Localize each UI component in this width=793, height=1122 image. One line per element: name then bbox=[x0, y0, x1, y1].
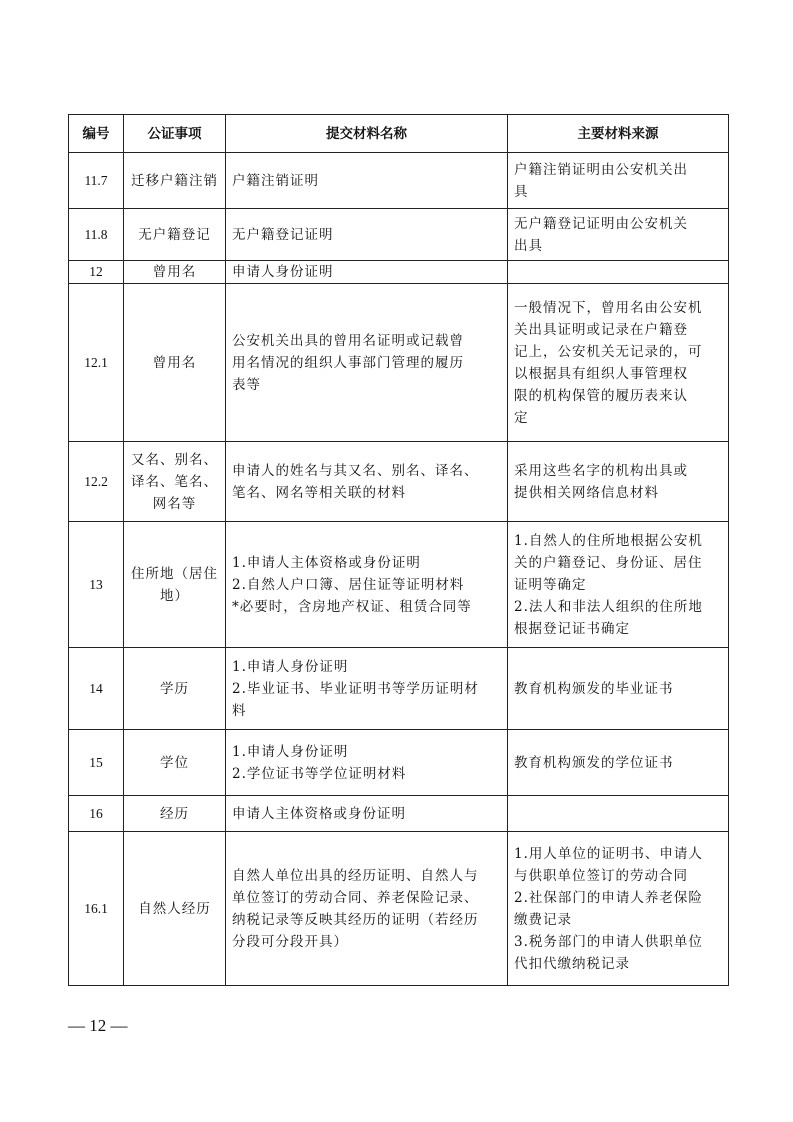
cell-materials bbox=[226, 209, 508, 261]
cell-source-line: 一般情况下，曾用名由公安机 bbox=[514, 299, 703, 316]
notarization-materials-table bbox=[68, 114, 729, 986]
cell-no: 12.2 bbox=[69, 442, 124, 522]
cell-source-line: 出具 bbox=[514, 237, 543, 254]
header-item: 公证事项 bbox=[124, 115, 226, 153]
cell-source bbox=[508, 153, 729, 209]
cell-source bbox=[508, 261, 729, 284]
table-row bbox=[69, 261, 729, 284]
cell-no: 11.7 bbox=[69, 153, 124, 209]
cell-materials-line: 申请人主体资格或身份证明 bbox=[232, 805, 406, 822]
cell-source bbox=[508, 442, 729, 522]
cell-source-line: 3.税务部门的申请人供职单位 bbox=[514, 933, 703, 950]
cell-source-line: 教育机构颁发的学位证书 bbox=[514, 754, 674, 771]
cell-no: 16 bbox=[69, 796, 124, 832]
cell-source-line: 关的户籍登记、身份证、居住 bbox=[514, 554, 703, 571]
cell-materials-line: *必要时，含房地产权证、租赁合同等 bbox=[232, 598, 472, 615]
cell-materials bbox=[226, 648, 508, 730]
cell-source-line: 记上，公安机关无记录的，可 bbox=[514, 343, 703, 360]
cell-item-line: 无户籍登记 bbox=[138, 226, 211, 243]
cell-materials-line: 公安机关出具的曾用名证明或记载曾 bbox=[232, 332, 464, 349]
table-row bbox=[69, 442, 729, 522]
cell-item bbox=[124, 442, 226, 522]
cell-materials bbox=[226, 730, 508, 796]
cell-materials-line: 1.申请人身份证明 bbox=[232, 658, 349, 675]
cell-source-line: 无户籍登记证明由公安机关 bbox=[514, 215, 688, 232]
cell-source bbox=[508, 522, 729, 648]
cell-item-line: 住所地（居住 bbox=[131, 565, 218, 582]
cell-materials bbox=[226, 796, 508, 832]
cell-source bbox=[508, 284, 729, 442]
cell-no: 16.1 bbox=[69, 832, 124, 986]
cell-source-line: 以根据具有组织人事管理权 bbox=[514, 365, 688, 382]
cell-source bbox=[508, 832, 729, 986]
cell-materials-line: 1.申请人主体资格或身份证明 bbox=[232, 554, 421, 571]
cell-source-line: 户籍注销证明由公安机关出 bbox=[514, 161, 688, 178]
header-materials: 提交材料名称 bbox=[226, 115, 508, 153]
cell-item-line: 网名等 bbox=[152, 495, 197, 512]
cell-source bbox=[508, 730, 729, 796]
cell-item-line: 学历 bbox=[160, 680, 189, 697]
cell-item-line: 地） bbox=[160, 587, 189, 604]
cell-materials-line: 分段可分段开具） bbox=[232, 933, 348, 950]
cell-materials-line: 纳税记录等反映其经历的证明（若经历 bbox=[232, 911, 479, 928]
cell-materials bbox=[226, 261, 508, 284]
header-source: 主要材料来源 bbox=[508, 115, 729, 153]
cell-materials-line: 自然人单位出具的经历证明、自然人与 bbox=[232, 867, 479, 884]
cell-item bbox=[124, 796, 226, 832]
table-row bbox=[69, 832, 729, 986]
cell-item-line: 学位 bbox=[160, 754, 189, 771]
table-row bbox=[69, 209, 729, 261]
cell-item bbox=[124, 648, 226, 730]
cell-source-line: 2.法人和非法人组织的住所地 bbox=[514, 598, 703, 615]
cell-materials-line: 2.自然人户口簿、居住证等证明材料 bbox=[232, 576, 465, 593]
page-number: — 12 — bbox=[68, 1016, 128, 1035]
cell-item bbox=[124, 209, 226, 261]
cell-materials-line: 2.毕业证书、毕业证明书等学历证明材 bbox=[232, 680, 479, 697]
cell-materials-line: 笔名、网名等相关联的材料 bbox=[232, 484, 406, 501]
cell-no: 12 bbox=[69, 261, 124, 284]
cell-materials-line: 户籍注销证明 bbox=[232, 172, 319, 189]
cell-source-line: 根据登记证书确定 bbox=[514, 620, 630, 637]
cell-materials bbox=[226, 522, 508, 648]
cell-no: 13 bbox=[69, 522, 124, 648]
cell-source-line: 2.社保部门的申请人养老保险 bbox=[514, 889, 703, 906]
cell-item bbox=[124, 153, 226, 209]
table-row bbox=[69, 648, 729, 730]
cell-materials bbox=[226, 442, 508, 522]
cell-no: 11.8 bbox=[69, 209, 124, 261]
cell-item-line: 译名、笔名、 bbox=[131, 473, 218, 490]
table-row bbox=[69, 522, 729, 648]
cell-materials bbox=[226, 153, 508, 209]
cell-item bbox=[124, 522, 226, 648]
header-no: 编号 bbox=[69, 115, 124, 153]
cell-item bbox=[124, 832, 226, 986]
table-row bbox=[69, 153, 729, 209]
cell-no: 12.1 bbox=[69, 284, 124, 442]
cell-materials-line: 无户籍登记证明 bbox=[232, 226, 334, 243]
table-row bbox=[69, 284, 729, 442]
cell-item-line: 曾用名 bbox=[152, 354, 197, 371]
cell-item bbox=[124, 730, 226, 796]
cell-materials-line: 申请人身份证明 bbox=[232, 264, 334, 280]
cell-materials-line: 1.申请人身份证明 bbox=[232, 743, 349, 760]
cell-source-line: 关出具证明或记录在户籍登 bbox=[514, 321, 688, 338]
cell-source-line: 提供相关网络信息材料 bbox=[514, 484, 659, 501]
cell-source-line: 与供职单位签订的劳动合同 bbox=[514, 867, 688, 884]
cell-source-line: 定 bbox=[514, 409, 529, 426]
table-row bbox=[69, 796, 729, 832]
cell-materials-line: 料 bbox=[232, 702, 247, 719]
cell-source-line: 限的机构保管的履历表来认 bbox=[514, 387, 688, 404]
cell-item-line: 经历 bbox=[160, 805, 189, 822]
cell-source-line: 教育机构颁发的毕业证书 bbox=[514, 680, 674, 697]
cell-materials-line: 2.学位证书等学位证明材料 bbox=[232, 765, 407, 782]
cell-materials-line: 申请人的姓名与其又名、别名、译名、 bbox=[232, 462, 479, 479]
cell-materials-line: 表等 bbox=[232, 376, 261, 393]
cell-item bbox=[124, 261, 226, 284]
table-header-row bbox=[69, 115, 729, 153]
cell-source bbox=[508, 209, 729, 261]
cell-source-line: 证明等确定 bbox=[514, 576, 587, 593]
cell-item-line: 自然人经历 bbox=[138, 900, 211, 917]
cell-item-line: 又名、别名、 bbox=[131, 451, 218, 468]
cell-source-line: 1.用人单位的证明书、申请人 bbox=[514, 845, 703, 862]
cell-materials bbox=[226, 284, 508, 442]
cell-source-line: 采用这些名字的机构出具或 bbox=[514, 462, 688, 479]
cell-source bbox=[508, 796, 729, 832]
cell-source bbox=[508, 648, 729, 730]
table-row bbox=[69, 730, 729, 796]
cell-source-line: 缴费记录 bbox=[514, 911, 572, 928]
cell-materials-line: 用名情况的组织人事部门管理的履历 bbox=[232, 354, 464, 371]
cell-source-line: 具 bbox=[514, 183, 529, 200]
cell-item-line: 迁移户籍注销 bbox=[131, 172, 218, 189]
cell-source-line: 代扣代缴纳税记录 bbox=[514, 955, 630, 972]
cell-source-line: 1.自然人的住所地根据公安机 bbox=[514, 532, 703, 549]
cell-no: 14 bbox=[69, 648, 124, 730]
cell-no: 15 bbox=[69, 730, 124, 796]
cell-materials bbox=[226, 832, 508, 986]
cell-item bbox=[124, 284, 226, 442]
cell-materials-line: 单位签订的劳动合同、养老保险记录、 bbox=[232, 889, 479, 906]
cell-item-line: 曾用名 bbox=[152, 264, 197, 280]
